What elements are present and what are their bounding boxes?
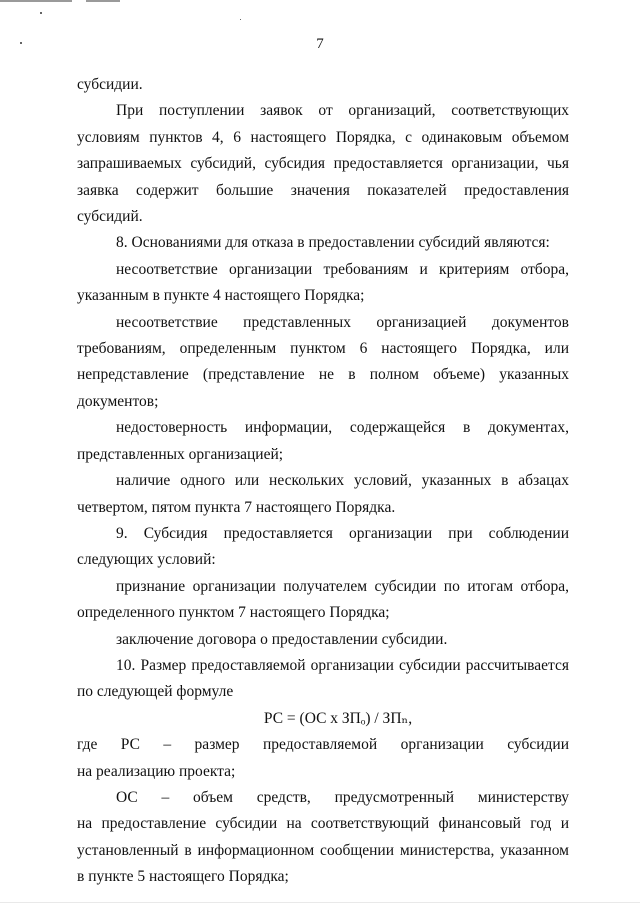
paragraph: несоответствие организации требованиям и критериям отбора, указанным в пункте 4 настоящего Порядка; (77, 260, 569, 305)
scan-speck (240, 19, 241, 20)
scan-top-rule-gap (72, 0, 86, 2)
paragraph: представленных организацией; (77, 445, 284, 463)
formula: РС = (ОС х ЗПₒ) / ЗПₙ, (263, 709, 413, 727)
paragraph: признание организации получателем субсидии по итогам отбора, определенного пунктом 7 настоящего Порядка; (77, 577, 569, 622)
paragraph: наличие одного или нескольких условий, указанных в абзацах четвертом, пятом пункта 7 настоящего Порядка. (77, 472, 569, 516)
paragraph: 8. Основаниями для отказа в предоставлении субсидий являются: (116, 234, 550, 252)
paragraph: требованиям, определенным пунктом 6 настоящего Порядка, или непредставление (представление не в полном объеме) указанных документов; (77, 340, 569, 410)
paragraph: где РС – размер предоставляемой организации субсидии (77, 736, 569, 754)
paragraph: на реализацию проекта; (77, 762, 236, 780)
paragraph: 10. Размер предоставляемой организации субсидии рассчитывается по следующей формуле (77, 656, 569, 701)
page-number: 7 (316, 36, 324, 52)
scan-top-rule (0, 0, 120, 2)
scan-speck (40, 12, 42, 14)
paragraph: недостоверность информации, содержащейся в документах, (116, 419, 569, 437)
document-body (77, 72, 569, 891)
scan-bottom-rule (0, 902, 640, 903)
paragraph: следующих условий: (77, 551, 216, 569)
paragraph: ОС – объем средств, предусмотренный министерству (116, 788, 569, 806)
paragraph: несоответствие представленных организацией документов (116, 313, 569, 331)
paragraph: субсидии. (77, 76, 143, 93)
paragraph: на предоставление субсидии на соответствующий финансовый год и установленный в информационном сообщении министерства, указанном в пункте 5 настоящего Порядка; (77, 815, 569, 886)
paragraph: заключение договора о предоставлении субсидии. (116, 630, 448, 648)
paragraph: При поступлении заявок от организаций, соответствующих условиям пунктов 4, 6 настоящего Порядка, с одинаковым объемом запрашиваемых субсидий, субсидия предоставляется организации, чья заявка содержит большие значения показателей предоставления субсидий. (77, 102, 569, 226)
paragraph: 9. Субсидия предоставляется организации при соблюдении (116, 524, 569, 542)
